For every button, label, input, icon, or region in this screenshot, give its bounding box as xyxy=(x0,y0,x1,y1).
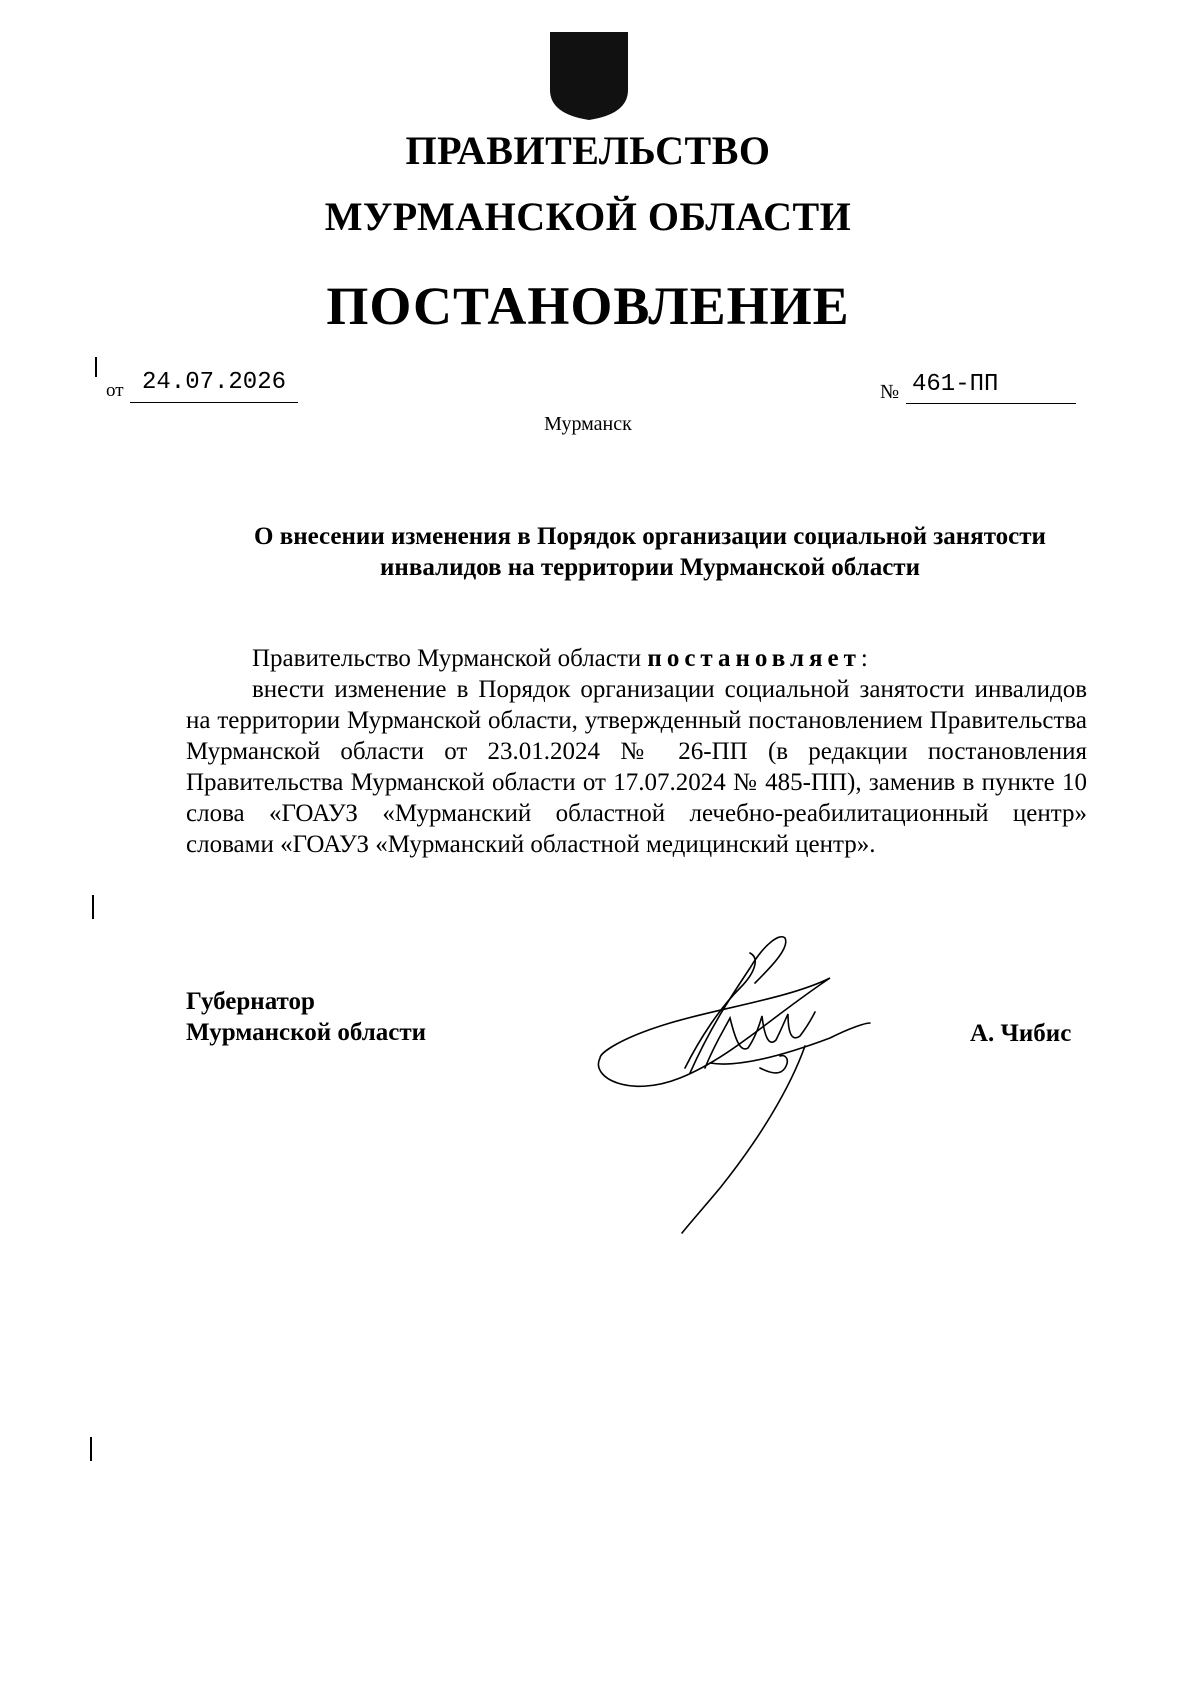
signatory-position xyxy=(186,986,426,1048)
position-line: Мурманской области xyxy=(186,1019,427,1046)
city: Мурманск xyxy=(544,413,632,435)
date-label: от xyxy=(106,380,124,401)
number-label: № xyxy=(880,381,900,403)
scan-margin-mark xyxy=(92,895,94,919)
intro-text: Правительство Мурманской области xyxy=(252,645,648,672)
intro-paragraph xyxy=(186,643,1087,674)
main-paragraph: внести изменение в Порядок организации социальной занятости инвалидов на территории Мурманской области, утвержденный постановлением Правительства Мурманской области от 23.01.2024 № 26-ПП (в редакции постановления Правительства Мурманской области от 17.07.2024 № 485-ПП), заменив в пункте 10 слова «ГОАУЗ «Мурманский областной лечебно-реабилитационный центр» словами «ГОАУЗ «Мурманский областной медицинский центр». xyxy=(186,676,1087,858)
document-date: 24.07.2026 xyxy=(130,368,298,403)
coat-of-arms-icon xyxy=(548,30,630,122)
intro-end: : xyxy=(860,645,868,672)
document-number: 461-ПП xyxy=(906,370,1076,404)
scan-margin-mark xyxy=(90,1437,92,1461)
document-type: ПОСТАНОВЛЕНИЕ xyxy=(326,276,850,336)
signer-name: А. Чибис xyxy=(970,1020,1072,1047)
subject-line: О внесении изменения в Порядок организации социальной занятости xyxy=(254,523,1046,550)
scan-margin-mark xyxy=(95,357,97,377)
org-name-line1: ПРАВИТЕЛЬСТВО xyxy=(405,128,771,173)
position-line: Губернатор xyxy=(186,988,315,1015)
document-body xyxy=(186,643,1087,860)
document-subject xyxy=(180,521,1120,583)
subject-line: инвалидов на территории Мурманской области xyxy=(380,554,920,581)
org-name-line2: МУРМАНСКОЙ ОБЛАСТИ xyxy=(324,194,852,239)
handwritten-signature-icon xyxy=(590,928,920,1238)
resolution-verb: постановляет xyxy=(647,645,861,672)
